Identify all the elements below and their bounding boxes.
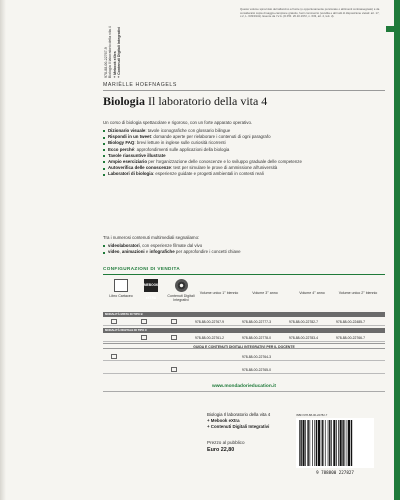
green-edge-strip — [394, 0, 400, 500]
barcode — [296, 418, 374, 468]
isbn-cell: 978-88-00-22767-9 — [195, 319, 225, 324]
barcode-bar — [322, 420, 323, 466]
spine-label — [104, 26, 122, 78]
spine-contents: + Contenuti Digitali Integrativi — [117, 26, 122, 78]
column-head: Volume unico 1° biennio — [199, 291, 239, 295]
isbn-cell: 978-88-00-22782-7 — [289, 319, 319, 324]
isbn-cell: 978-88-00-22485-7 — [336, 319, 366, 324]
barcode-number: 9 788800 227827 — [316, 470, 354, 475]
price-value: Euro 22,80 — [207, 447, 235, 453]
checkbox-digital — [171, 367, 177, 372]
feature-item: Autoverifica delle conoscenze: test per simulare le prove di ammissione all'università — [103, 165, 383, 171]
barcode-bar — [347, 420, 348, 466]
barcode-bars — [296, 418, 374, 468]
barcode-bar — [336, 420, 337, 466]
barcode-bar — [307, 420, 308, 466]
checkbox-book — [111, 354, 117, 359]
barcode-bar — [345, 420, 346, 466]
multimedia-intro: Tra i numerosi contenuti multimediali segnaliamo: — [103, 235, 200, 240]
table-row — [103, 317, 385, 326]
isbn-cell: 978-88-00-22765-0 — [242, 367, 272, 372]
format-book: Libro Cartaceo — [105, 279, 137, 298]
barcode-bar — [310, 420, 311, 466]
barcode-bar — [318, 420, 320, 466]
isbn-cell: 978-88-00-22778-0 — [242, 335, 272, 340]
spine-mebook: + Mebook eXtra — [112, 51, 117, 78]
isbn-cell: 978-88-00-22764-3 — [242, 354, 272, 359]
barcode-bar — [340, 420, 342, 466]
barcode-bar — [300, 420, 301, 466]
spine-title: Biologia Il laboratorio della vita 4 — [108, 26, 113, 78]
barcode-bar — [314, 420, 315, 466]
column-head: Volume 3° anno — [252, 291, 278, 295]
feature-item: Ampio eserciziario per l'organizzazione delle conoscenze e lo sviluppo graduale delle competenze — [103, 159, 383, 165]
barcode-bar — [305, 420, 306, 466]
config-heading: CONFIGURAZIONI DI VENDITA — [103, 266, 181, 271]
barcode-bar — [351, 420, 352, 466]
feature-item: Tavole riassuntive illustrate — [103, 153, 383, 159]
barcode-bar — [342, 420, 343, 466]
spine-shadow — [0, 0, 6, 500]
title-bold: Biologia — [103, 94, 146, 108]
kit-description — [207, 412, 270, 429]
feature-item: Ecco perché: approfondimenti sulle applicazioni della biologia — [103, 147, 383, 153]
table-row — [103, 352, 385, 361]
multimedia-item: videolaboratori, con esperienze filmate dal vivo — [103, 243, 241, 249]
kit-contents: + Contenuti Digitali Integrativi — [207, 423, 270, 429]
checkbox-digital — [171, 335, 177, 340]
checkbox-mebook — [141, 335, 147, 340]
feature-item: Laboratori di biologia: esperienze guidate e progetti ambientali in contesti reali — [103, 171, 383, 177]
feature-item: Dizionario visuale: tavole iconografiche con glossario bilingue — [103, 128, 383, 134]
barcode-bar — [299, 420, 300, 466]
checkbox-mebook — [141, 319, 147, 324]
isbn-cell: 978-88-00-22766-7 — [336, 335, 366, 340]
kit-title: Biologia Il laboratorio della vita 4 — [207, 412, 271, 417]
green-edge-tab — [386, 26, 400, 32]
mode-band-digital: MODALITÀ DIGITALE DI TIPO C — [103, 328, 385, 333]
column-head: Volume 4° anno — [299, 291, 325, 295]
barcode-bar — [348, 420, 350, 466]
isbn-cell: 978-88-00-22783-4 — [289, 335, 319, 340]
kit-mebook: + Mebook eXtra — [207, 417, 240, 423]
checkbox-book — [111, 319, 117, 324]
isbn-label: ISBN 978-88-00-22782-7 — [296, 413, 328, 417]
isbn-cell: 978-88-00-22777-3 — [242, 319, 272, 324]
legal-note: Questo volume sprovvisto del talloncino a fronte (o opportunamente punzonato o altrimenti contrassegnato) è da considerarsi copia di saggio-campione gratuito, fuori commercio (vendita e altri atti di disposizione vietati: art. 17, c.2, L. 633/1941). Esente da I.V.A. (D.P.R. 26.10.1972, n. 633, art. 2, lett. d). — [240, 7, 380, 19]
isbn-cell: 978-88-00-22761-2 — [195, 335, 225, 340]
publisher-website: www.mondadorieducation.it — [211, 384, 277, 389]
column-head: Volume unico 2° biennio — [338, 291, 378, 295]
teacher-guide-heading: GUIDA E CONTENUTI DIGITALI INTEGRATIVI PER IL DOCENTE — [103, 343, 385, 349]
barcode-bar — [333, 420, 335, 466]
barcode-bar — [338, 420, 339, 466]
format-digital: Contenuti Digitali Integrativi — [165, 279, 197, 302]
barcode-bar — [325, 420, 326, 466]
features-list — [103, 128, 383, 178]
config-divider — [103, 274, 385, 275]
table-row — [103, 365, 385, 374]
barcode-bar — [303, 420, 305, 466]
title-divider — [103, 90, 385, 91]
mode-band-mixed: MODALITÀ MISTA DI TIPO B — [103, 312, 385, 317]
barcode-bar — [329, 420, 330, 466]
feature-item: Rispondi in un tweet: domande aperte per rielaborare i contenuti di ogni paragrafo — [103, 134, 383, 140]
author-name: MARIËLLE HOEFNAGELS — [103, 82, 177, 88]
barcode-bar — [312, 420, 313, 466]
barcode-bar — [328, 420, 329, 466]
table-row — [103, 333, 385, 342]
cd-icon — [175, 279, 188, 292]
book-icon — [114, 279, 128, 292]
price-label: Prezzo al pubblico — [207, 440, 245, 445]
spine-isbn: 978-88-00-22767-9 — [104, 47, 108, 78]
website-divider — [103, 391, 385, 392]
barcode-bar — [321, 420, 322, 466]
intro-text: Un corso di biologia spettacolare e rigoroso, con un forte apparato operativo. — [103, 120, 253, 125]
book-title — [103, 94, 267, 109]
barcode-bar — [331, 420, 332, 466]
title-rest: Il laboratorio della vita 4 — [148, 94, 268, 108]
feature-item: Biology FAQ: brevi letture in inglese sulle curiosità ricorrenti — [103, 140, 383, 146]
multimedia-item: video, animazioni e infografiche per approfondire i concetti chiave — [103, 249, 241, 255]
barcode-bar — [316, 420, 317, 466]
mebook-extra-icon: MEBOOK eXTRA — [144, 279, 158, 292]
format-mebook — [135, 279, 167, 300]
multimedia-list — [103, 243, 241, 255]
checkbox-digital — [171, 319, 177, 324]
